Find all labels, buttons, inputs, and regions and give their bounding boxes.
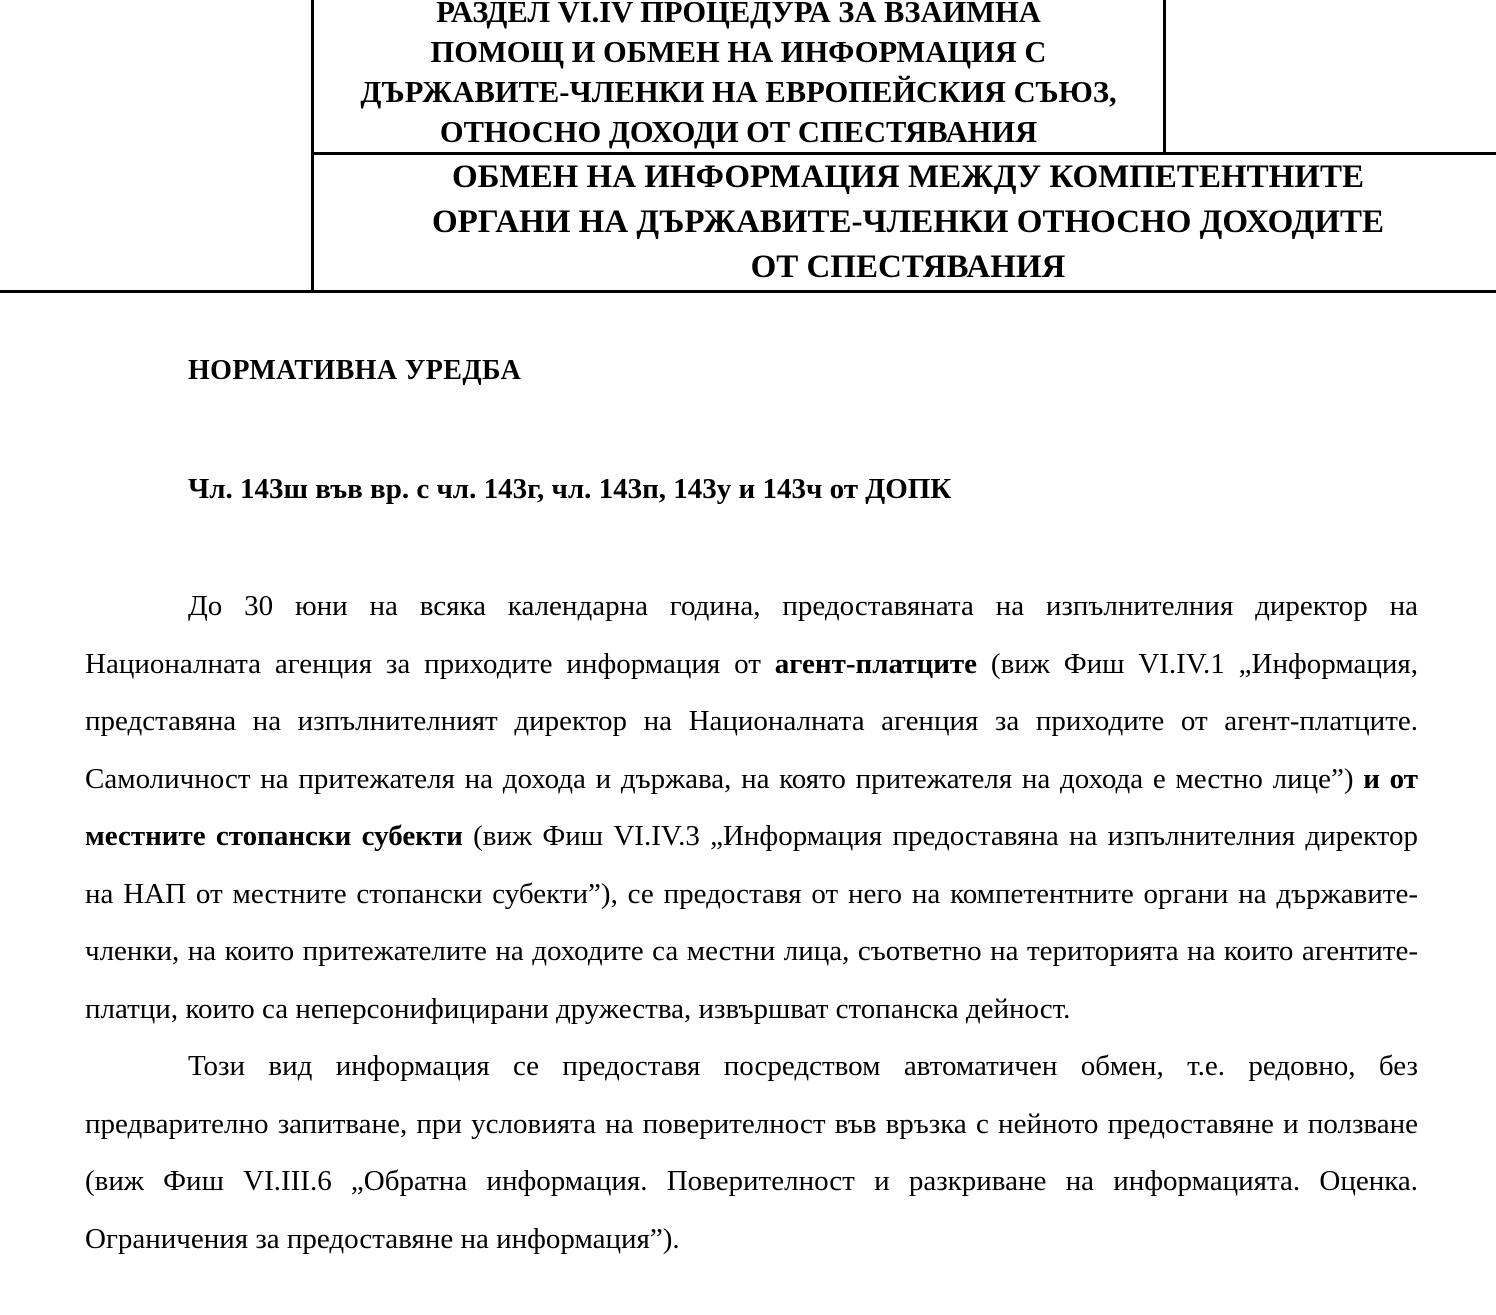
subtitle-cell: [313, 154, 1496, 292]
body-text: До 30 юни на всяка календарна година, предоставяната на изпълнителния директор на Националната агенция за приходите информация от: [85, 590, 1418, 680]
section-title-line-3: ДЪРЖАВИТЕ-ЧЛЕНКИ НА ЕВРОПЕЙСКИЯ СЪЮЗ,: [360, 75, 1117, 109]
emphasis-text: агент-платците: [774, 647, 978, 680]
paragraph-1: [85, 578, 1418, 1038]
section-title-cell: [313, 0, 1165, 154]
section-title-line-2: ПОМОЩ И ОБМЕН НА ИНФОРМАЦИЯ С: [430, 35, 1047, 69]
header-title-table: [0, 0, 1496, 293]
subtitle-line-3: ОТ СПЕСТЯВАНИЯ: [750, 249, 1066, 285]
section-title-line-1: РАЗДЕЛ VI.IV ПРОЦЕДУРА ЗА ВЗАИМНА: [436, 0, 1041, 29]
header-left-blank-cell: [0, 0, 313, 154]
body-text: (виж Фиш VI.IV.1 „Информация, представяна на изпълнителният директор на Националната агенция за приходите от агент-платците. Самоличност на притежателя на дохода и държава, на която притежателя на дохода е местно лице”): [85, 647, 1418, 795]
subtitle-left-blank-cell: [0, 154, 313, 292]
body-text: Този вид информация се предоставя посредством автоматичен обмен, т.е. редовно, без предварително запитване, при условията на поверителност във връзка с нейното предоставяне и ползване (виж Фиш VI.III.6 „Обратна информация. Поверителност и разкриване на информацията. Оценка. Ограничения за предоставяне на информация”).: [85, 1050, 1418, 1255]
section-heading: НОРМАТИВНА УРЕДБА: [188, 355, 522, 386]
header-table-row-subtitle: [0, 154, 1496, 292]
paragraph-2: [85, 1038, 1418, 1268]
subtitle-line-2: ОРГАНИ НА ДЪРЖАВИТЕ-ЧЛЕНКИ ОТНОСНО ДОХОДИТЕ: [431, 204, 1385, 240]
body-text: (виж Фиш VI.IV.3 „Информация предоставяна на изпълнителния директор на НАП от местните стопански субекти”), се предоставя от него на компетентните органи на държавите-членки, на които притежателите на доходите са местни лица, съответно на територията на които агентите-платци, които са неперсонифицирани дружества, извършват стопанска дейност.: [85, 820, 1418, 1025]
law-reference: Чл. 143ш във вр. с чл. 143г, чл. 143п, 143у и 143ч от ДОПК: [188, 473, 952, 505]
emphasis-text: и от местните стопански субекти: [85, 762, 1418, 852]
subtitle-line-1: ОБМЕН НА ИНФОРМАЦИЯ МЕЖДУ КОМПЕТЕНТНИТЕ: [451, 159, 1364, 195]
section-title-line-4: ОТНОСНО ДОХОДИ ОТ СПЕСТЯВАНИЯ: [439, 115, 1038, 149]
header-right-blank-cell: [1165, 0, 1496, 154]
header-table-row-section-title: [0, 0, 1496, 154]
document-body: [85, 300, 1418, 1268]
